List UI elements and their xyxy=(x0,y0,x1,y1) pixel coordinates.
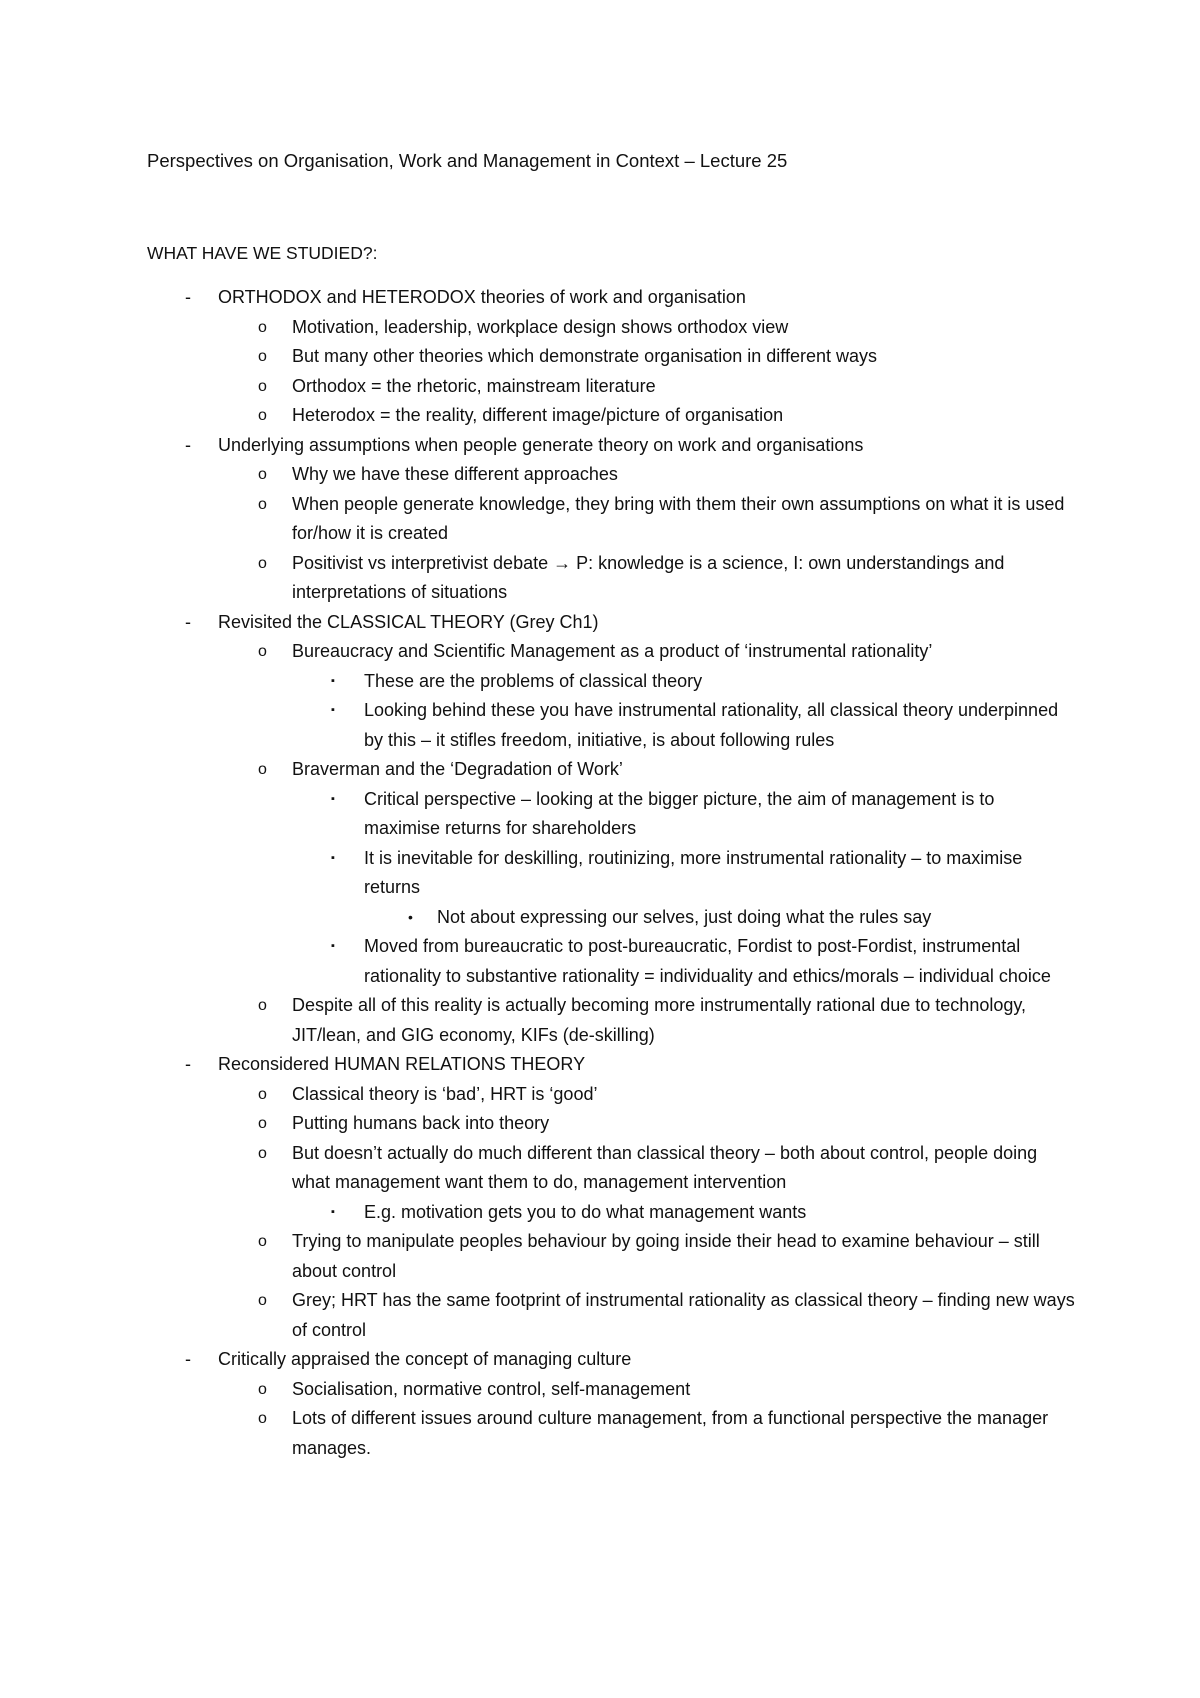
list-item xyxy=(258,1227,1077,1286)
bullet-marker: o xyxy=(258,554,267,572)
list-item xyxy=(185,431,1078,461)
list-item xyxy=(331,844,1074,903)
list-item xyxy=(258,637,1077,667)
bullet-marker: ▪ xyxy=(331,704,335,716)
bullet-marker: - xyxy=(185,1349,191,1369)
bullet-marker: o xyxy=(258,1380,267,1398)
list-item-text: Critically appraised the concept of managing culture xyxy=(218,1349,632,1369)
list-item-text: Heterodox = the reality, different image/picture of organisation xyxy=(292,405,784,425)
list-item xyxy=(258,1139,1077,1198)
list-item xyxy=(258,549,1077,608)
bullet-marker: o xyxy=(258,1144,267,1162)
list-item-text: When people generate knowledge, they bring with them their own assumptions on what it is used for/how it is created xyxy=(292,493,1065,543)
bullet-marker: o xyxy=(258,1115,267,1132)
list-item xyxy=(258,1375,1077,1405)
list-item xyxy=(331,696,1074,755)
bullet-marker: o xyxy=(258,643,267,660)
list-item xyxy=(258,755,1077,785)
list-item-text: But many other theories which demonstrate organisation in different ways xyxy=(292,346,877,366)
list-item-text: Orthodox = the rhetoric, mainstream literature xyxy=(292,375,656,396)
list-item xyxy=(258,1404,1077,1463)
list-item xyxy=(408,903,1077,933)
bullet-marker: o xyxy=(258,407,267,424)
list-item xyxy=(185,608,1078,638)
list-item-text: Critical perspective – looking at the bigger picture, the aim of management is to maximise returns for shareholders xyxy=(364,788,995,838)
list-item xyxy=(331,785,1074,844)
list-item-text: Grey; HRT has the same footprint of instrumental rationality as classical theory – finding new ways of control xyxy=(292,1290,1075,1340)
list-item-text: ORTHODOX and HETERODOX theories of work and organisation xyxy=(218,287,746,307)
notes-list xyxy=(0,283,1200,1463)
list-item xyxy=(258,490,1077,549)
bullet-marker: o xyxy=(258,1410,267,1427)
bullet-marker: • xyxy=(408,908,413,925)
list-item xyxy=(185,1345,1078,1375)
list-item-text: Not about expressing our selves, just doing what the rules say xyxy=(437,906,932,927)
bullet-marker: o xyxy=(258,1085,267,1103)
list-item-text: Looking behind these you have instrumental rationality, all classical theory underpinned by this – it stifles freedom, initiative, is about following rules xyxy=(364,700,1059,750)
list-item xyxy=(258,460,1077,490)
list-item-text: Socialisation, normative control, self-management xyxy=(292,1378,691,1399)
bullet-marker: ▪ xyxy=(331,940,335,952)
bullet-marker: o xyxy=(258,377,267,395)
bullet-marker: o xyxy=(258,348,267,365)
bullet-marker: - xyxy=(185,287,191,307)
list-item-text: Putting humans back into theory xyxy=(292,1113,550,1133)
bullet-marker: - xyxy=(185,611,191,632)
list-item-text: Lots of different issues around culture management, from a functional perspective the manager manages. xyxy=(292,1408,1049,1458)
list-item-text: Positivist vs interpretivist debate → P: knowledge is a science, I: own understandings and interpretations of situations xyxy=(292,552,1005,602)
bullet-marker: - xyxy=(185,434,191,455)
list-item xyxy=(258,1080,1077,1110)
bullet-marker: ▪ xyxy=(331,851,335,864)
list-item xyxy=(185,283,1078,313)
list-item xyxy=(258,401,1077,431)
list-item xyxy=(258,991,1077,1050)
list-item-text: But doesn’t actually do much different than classical theory – both about control, people doing what management want them to do, management intervention xyxy=(292,1142,1038,1192)
list-item xyxy=(258,342,1077,372)
bullet-marker: o xyxy=(258,495,267,513)
list-item-text: Despite all of this reality is actually becoming more instrumentally rational due to technology, JIT/lean, and GIG economy, KIFs (de-skilling) xyxy=(292,995,1027,1045)
list-item-text: Underlying assumptions when people generate theory on work and organisations xyxy=(218,434,864,455)
list-item-text: E.g. motivation gets you to do what management wants xyxy=(364,1201,807,1222)
list-item-text: Reconsidered HUMAN RELATIONS THEORY xyxy=(218,1054,586,1074)
bullet-marker: o xyxy=(258,318,267,336)
list-item xyxy=(258,372,1077,402)
bullet-marker: o xyxy=(258,997,267,1014)
list-item xyxy=(185,1050,1078,1080)
list-item-text: Bureaucracy and Scientific Management as a product of ‘instrumental rationality’ xyxy=(292,641,933,661)
bullet-marker: o xyxy=(258,1233,267,1250)
list-item xyxy=(331,1198,1074,1228)
list-item-text: Why we have these different approaches xyxy=(292,464,618,484)
list-item xyxy=(258,313,1077,343)
list-item xyxy=(258,1109,1077,1139)
list-item-text: Braverman and the ‘Degradation of Work’ xyxy=(292,759,623,779)
bullet-marker: ▪ xyxy=(331,1205,335,1218)
bullet-marker: o xyxy=(258,1292,267,1309)
list-item-text: Classical theory is ‘bad’, HRT is ‘good’ xyxy=(292,1083,598,1104)
section-heading: WHAT HAVE WE STUDIED?: xyxy=(147,243,378,263)
list-item xyxy=(331,932,1074,991)
list-item-text: These are the problems of classical theory xyxy=(364,670,703,691)
bullet-marker: ▪ xyxy=(331,792,335,805)
bullet-marker: - xyxy=(185,1054,191,1074)
list-item xyxy=(258,1286,1077,1345)
list-item-text: It is inevitable for deskilling, routinizing, more instrumental rationality – to maximise returns xyxy=(364,847,1023,897)
list-item-text: Revisited the CLASSICAL THEORY (Grey Ch1) xyxy=(218,611,599,632)
bullet-marker: o xyxy=(258,466,267,483)
list-item-text: Motivation, leadership, workplace design shows orthodox view xyxy=(292,316,789,337)
document-title: Perspectives on Organisation, Work and Management in Context – Lecture 25 xyxy=(147,150,788,171)
bullet-marker: o xyxy=(258,761,267,778)
list-item-text: Moved from bureaucratic to post-bureaucratic, Fordist to post-Fordist, instrumental rationality to substantive rationality = individuality and ethics/morals – individual choice xyxy=(364,936,1051,986)
bullet-marker: ▪ xyxy=(331,674,335,687)
list-item-text: Trying to manipulate peoples behaviour by going inside their head to examine behaviour – still about control xyxy=(292,1231,1040,1281)
list-item xyxy=(331,667,1074,697)
